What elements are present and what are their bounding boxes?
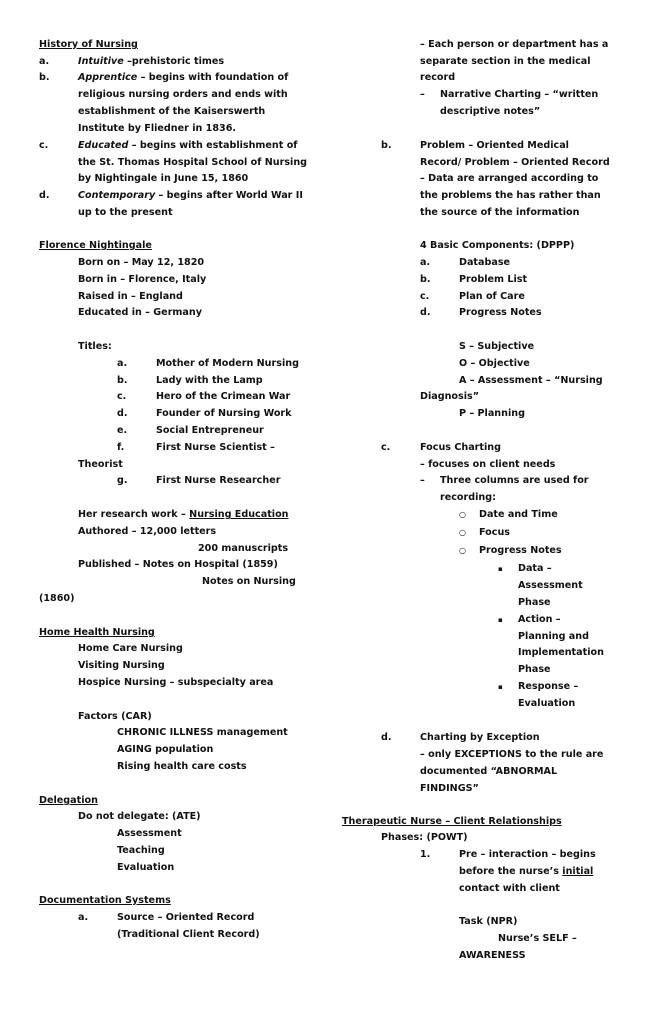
history-label-a: a. <box>39 56 50 67</box>
exception-label: d. <box>381 732 392 743</box>
narrative-charting: descriptive notes” <box>440 106 541 117</box>
history-item-a <box>78 55 224 69</box>
delegation-item: Assessment <box>117 828 182 839</box>
dar-item: Evaluation <box>518 698 576 709</box>
therapeutic-heading: Therapeutic Nurse – Client Relationships <box>342 816 562 827</box>
title-item: Social Entrepreneur <box>156 425 264 436</box>
title-item: First Nurse Scientist – <box>156 442 275 453</box>
history-item-b <box>78 71 288 85</box>
dar-item: Phase <box>518 597 551 608</box>
published-year: (1860) <box>39 593 75 604</box>
source-desc: separate section in the medical <box>420 56 591 67</box>
pomr-line: the source of the information <box>420 207 580 218</box>
research-prefix: Her research work – <box>78 509 190 520</box>
circle-bullet-icon: ○ <box>459 528 466 537</box>
circle-bullet-icon: ○ <box>459 510 466 519</box>
home-health-item: Home Care Nursing <box>78 643 183 654</box>
factors-label: Factors (CAR) <box>78 711 152 722</box>
dar-item: Response – <box>518 681 579 692</box>
pomr-line: Problem – Oriented Medical <box>420 140 569 151</box>
delegation-heading: Delegation <box>39 795 98 806</box>
dar-item: Implementation <box>518 647 604 658</box>
soap-item-cont: Diagnosis” <box>420 391 480 402</box>
history-term-c: Educated <box>78 140 129 151</box>
task-item: Nurse’s SELF – <box>498 933 577 944</box>
phases-label: Phases: (POWT) <box>381 832 468 843</box>
delegation-item: Evaluation <box>117 862 175 873</box>
florence-heading: Florence Nightingale <box>39 240 152 251</box>
dppp-item: Progress Notes <box>459 307 542 318</box>
history-term-a: Intuitive <box>78 56 124 67</box>
soap-item: A – Assessment – “Nursing <box>459 375 603 386</box>
history-label-c: c. <box>39 140 49 151</box>
dppp-item-label: a. <box>420 257 431 268</box>
pomr-line: the problems the has rather than <box>420 190 601 201</box>
dppp-item-label: c. <box>420 291 430 302</box>
history-d-cont: up to the present <box>78 207 173 218</box>
home-health-item: Hospice Nursing – subspecialty area <box>78 677 274 688</box>
history-text-a: –prehistoric times <box>123 56 225 67</box>
title-label: f. <box>117 442 125 453</box>
focus-label: c. <box>381 442 391 453</box>
history-label-d: d. <box>39 190 50 201</box>
dar-item: Phase <box>518 664 551 675</box>
pomr-line: Record/ Problem – Oriented Record <box>420 157 610 168</box>
dar-item: Data – <box>518 563 552 574</box>
title-item: First Nurse Researcher <box>156 475 281 486</box>
focus-columns: Three columns are used for <box>440 475 589 486</box>
phase-item-cont: contact with client <box>459 883 560 894</box>
history-term-d: Contemporary <box>78 190 156 201</box>
history-c-cont: the St. Thomas Hospital School of Nursing <box>78 157 308 168</box>
title-label: a. <box>117 358 128 369</box>
focus-desc: – focuses on client needs <box>420 459 556 470</box>
documentation-heading: Documentation Systems <box>39 895 171 906</box>
history-b-cont: establishment of the Kaiserswerth <box>78 106 266 117</box>
home-health-item: Visiting Nursing <box>78 660 165 671</box>
factor-item: Rising health care costs <box>117 761 247 772</box>
documentation-item-a: Source – Oriented Record <box>117 912 255 923</box>
column-item: Focus <box>479 527 510 538</box>
history-term-b: Apprentice <box>78 72 138 83</box>
delegation-label: Do not delegate: (ATE) <box>78 811 201 822</box>
phase-item: Pre – interaction – begins <box>459 849 596 860</box>
narrative-dash: – <box>420 89 425 100</box>
research-work <box>78 508 289 522</box>
history-label-b: b. <box>39 72 50 83</box>
task-label: Task (NPR) <box>459 916 518 927</box>
history-c-cont: by Nightingale in June 15, 1860 <box>78 173 249 184</box>
dppp-item: Database <box>459 257 511 268</box>
source-desc: record <box>420 72 456 83</box>
history-item-d <box>78 189 303 203</box>
florence-fact: Born on – May 12, 1820 <box>78 257 205 268</box>
phase-item-initial: initial <box>562 866 594 877</box>
authored-letters: Authored – 12,000 letters <box>78 526 217 537</box>
soap-item: P – Planning <box>459 408 525 419</box>
dppp-label: 4 Basic Components: (DPPP) <box>420 240 575 251</box>
delegation-item: Teaching <box>117 845 165 856</box>
dppp-item-label: b. <box>420 274 431 285</box>
pomr-label: b. <box>381 140 392 151</box>
dar-item: Planning and <box>518 631 589 642</box>
exception-line: – only EXCEPTIONS to the rule are <box>420 749 604 760</box>
title-theorist: Theorist <box>78 459 123 470</box>
phase-item-prefix: before the nurse’s <box>459 866 563 877</box>
research-topic: Nursing Education <box>189 509 289 520</box>
source-desc: – Each person or department has a <box>420 39 609 50</box>
phase-label: 1. <box>420 849 431 860</box>
focus-title: Focus Charting <box>420 442 501 453</box>
focus-columns: recording: <box>440 492 496 503</box>
authored-manuscripts: 200 manuscripts <box>198 543 289 554</box>
soap-item: S – Subjective <box>459 341 535 352</box>
title-item: Lady with the Lamp <box>156 375 263 386</box>
florence-fact: Born in – Florence, Italy <box>78 274 207 285</box>
published-hospital: Published – Notes on Hospital (1859) <box>78 559 278 570</box>
title-item: Hero of the Crimean War <box>156 391 291 402</box>
history-b-cont: Institute by Fliedner in 1836. <box>78 123 237 134</box>
title-item: Mother of Modern Nursing <box>156 358 299 369</box>
focus-dash: – <box>420 475 425 486</box>
exception-line: documented “ABNORMAL <box>420 766 558 777</box>
florence-fact: Raised in – England <box>78 291 183 302</box>
task-item-cont: AWARENESS <box>459 950 526 961</box>
factor-item: AGING population <box>117 744 214 755</box>
history-text-d: – begins after World War II <box>155 190 303 201</box>
square-bullet-icon: ▪ <box>498 683 503 691</box>
title-item: Founder of Nursing Work <box>156 408 292 419</box>
factor-item: CHRONIC ILLNESS management <box>117 727 288 738</box>
dppp-item: Plan of Care <box>459 291 525 302</box>
pomr-line: – Data are arranged according to <box>420 173 599 184</box>
documentation-label-a: a. <box>78 912 89 923</box>
dppp-item: Problem List <box>459 274 528 285</box>
title-label: e. <box>117 425 128 436</box>
title-label: g. <box>117 475 128 486</box>
exception-title: Charting by Exception <box>420 732 540 743</box>
dar-item: Action – <box>518 614 561 625</box>
title-label: b. <box>117 375 128 386</box>
phase-item-cont <box>459 865 593 879</box>
column-item: Progress Notes <box>479 545 562 556</box>
narrative-charting: Narrative Charting – “written <box>440 89 599 100</box>
documentation-item-a-cont: (Traditional Client Record) <box>117 929 260 940</box>
published-nursing: Notes on Nursing <box>202 576 296 587</box>
history-text-b: – begins with foundation of <box>137 72 289 83</box>
history-heading: History of Nursing <box>39 39 138 50</box>
title-label: c. <box>117 391 127 402</box>
exception-line: FINDINGS” <box>420 783 479 794</box>
florence-fact: Educated in – Germany <box>78 307 202 318</box>
history-item-c <box>78 139 297 153</box>
titles-label: Titles: <box>78 341 112 352</box>
history-text-c: – begins with establishment of <box>128 140 298 151</box>
home-health-heading: Home Health Nursing <box>39 627 155 638</box>
history-b-cont: religious nursing orders and ends with <box>78 89 288 100</box>
square-bullet-icon: ▪ <box>498 565 503 573</box>
column-item: Date and Time <box>479 509 558 520</box>
dar-item: Assessment <box>518 580 583 591</box>
dppp-item-label: d. <box>420 307 431 318</box>
title-label: d. <box>117 408 128 419</box>
square-bullet-icon: ▪ <box>498 616 503 624</box>
soap-item: O – Objective <box>459 358 530 369</box>
circle-bullet-icon: ○ <box>459 546 466 555</box>
